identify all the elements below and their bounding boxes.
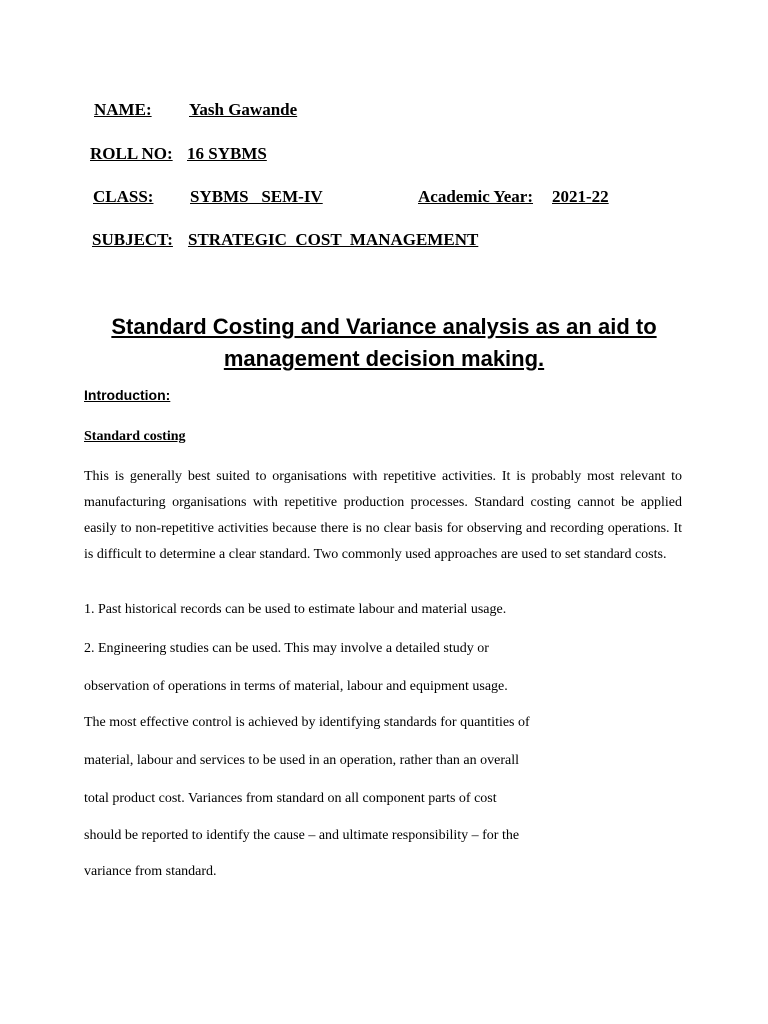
body-line: should be reported to identify the cause – and ultimate responsibility – for the (84, 828, 520, 843)
introduction-heading: Introduction: (84, 387, 171, 403)
body-line: variance from standard. (84, 864, 217, 879)
class-value: SYBMS SEM-IV (190, 187, 323, 206)
academic-year-value: 2021-22 (552, 187, 609, 206)
class-label: CLASS: (93, 187, 154, 206)
list-item-historical-records: 1. Past historical records can be used to estimate labour and material usage. (84, 602, 507, 617)
academic-year-label: Academic Year: (418, 187, 534, 206)
document-title: Standard Costing and Variance analysis as an aid to management decision making. (111, 314, 657, 371)
body-line: The most effective control is achieved by identifying standards for quantities of (84, 715, 530, 730)
standard-costing-heading: Standard costing (84, 429, 186, 444)
subject-label: SUBJECT: (92, 230, 173, 249)
body-line: total product cost. Variances from standard on all component parts of cost (84, 791, 497, 806)
body-line: observation of operations in terms of material, labour and equipment usage. (84, 679, 508, 694)
roll-value: 16 SYBMS (187, 144, 267, 163)
list-item-engineering-studies: 2. Engineering studies can be used. This may involve a detailed study or (84, 641, 489, 656)
intro-paragraph: This is generally best suited to organisations with repetitive activities. It is probably most relevant to manufacturing organisations with repetitive production processes. Standard costing cannot be applied easily to non-repetitive activities because there is no clear basis for observing and recording operations. It is difficult to determine a clear standard. Two commonly used approaches are used to set standard costs. (84, 469, 682, 562)
name-value: Yash Gawande (189, 100, 298, 119)
roll-label: ROLL NO: (90, 144, 173, 163)
subject-value: STRATEGIC COST MANAGEMENT (188, 230, 479, 249)
name-label: NAME: (94, 100, 152, 119)
body-line: material, labour and services to be used in an operation, rather than an overall (84, 753, 519, 768)
